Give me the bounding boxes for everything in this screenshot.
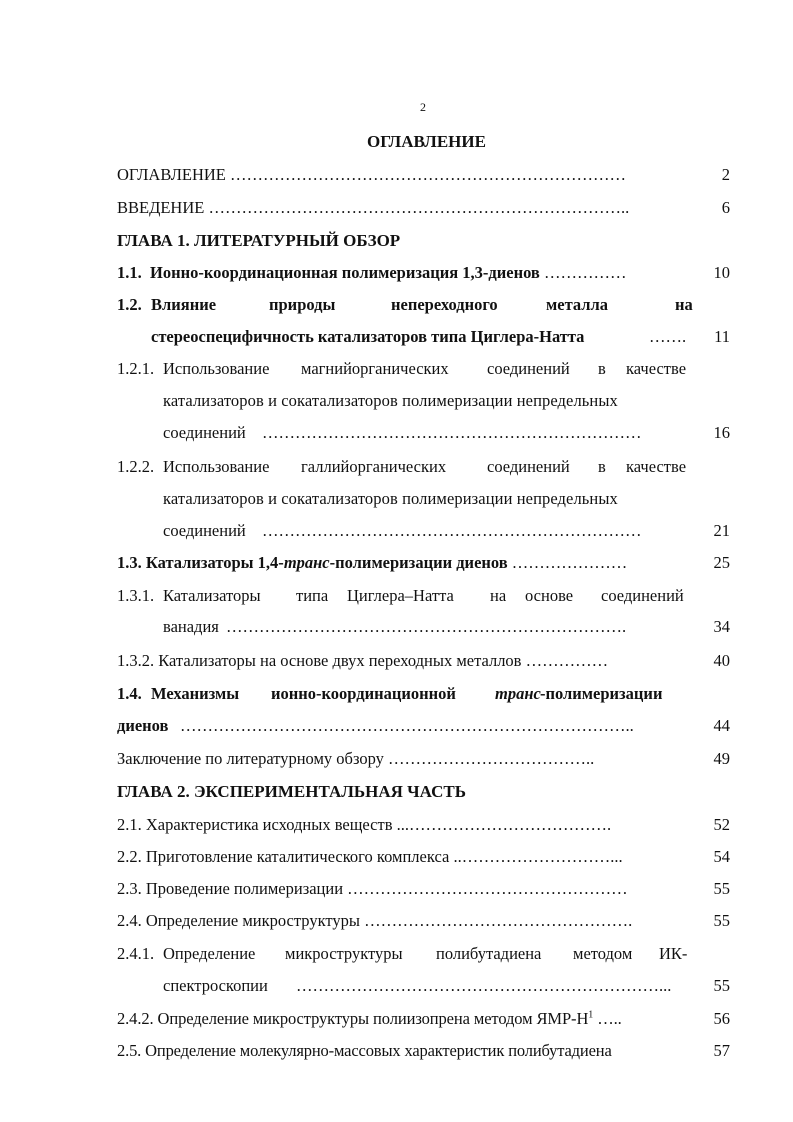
toc-entry-label: 1.3.2. Катализаторы на основе двух переходных металлов — [117, 651, 522, 670]
toc-word: магнийорганических — [301, 359, 449, 378]
toc-word: типа — [296, 586, 329, 605]
toc-word: металла — [546, 295, 609, 314]
toc-word: ионно-координационной — [271, 684, 456, 703]
page-number: 2 — [420, 100, 426, 114]
toc-word: Определение — [163, 944, 256, 963]
toc-word: галлийорганических — [301, 457, 447, 476]
chapter-1-heading[interactable]: ГЛАВА 1. ЛИТЕРАТУРНЫЙ ОБЗОР — [117, 231, 401, 250]
toc-entry-label: ОГЛАВЛЕНИЕ — [117, 165, 226, 184]
toc-entry-2-5[interactable] — [117, 1041, 697, 1061]
toc-leader-dots: ………………… — [511, 553, 628, 572]
toc-leader-dots: ...………………………………. — [396, 815, 612, 834]
toc-word: микроструктуры — [285, 944, 403, 963]
toc-entry-number: 1.2.1. — [117, 359, 155, 378]
toc-entry-number: 1.2. — [117, 295, 142, 314]
toc-word: соединений — [487, 457, 570, 476]
superscript: 1 — [588, 1009, 594, 1021]
toc-leader-dots: …………………………………………………………… — [262, 521, 642, 540]
toc-entry-label: 2.2. Приготовление каталитического комплекса — [117, 847, 450, 866]
toc-leader-dots: …………………………………………………………... — [296, 976, 672, 995]
toc-page-number: 55 — [713, 911, 730, 930]
toc-leader-dots: …………………………………………… — [347, 879, 628, 898]
toc-leader-dots: ……………………………………………………………………….. — [180, 716, 634, 735]
toc-entry-number: 1.3.1. — [117, 586, 155, 605]
toc-entry-2-4[interactable] — [117, 911, 697, 931]
toc-entry-label: 2.4.2. Определение микроструктуры полиизопрена методом ЯМР-Н — [117, 1009, 589, 1028]
toc-entry-label: 2.1. Характеристика исходных веществ — [117, 815, 393, 834]
toc-entry-vvedenie[interactable] — [117, 198, 697, 218]
toc-entry-number: 1.4. — [117, 684, 142, 703]
toc-entry-1-1[interactable] — [117, 263, 697, 283]
toc-entry-label: 2.5. Определение молекулярно-массовых характеристик полибутадиена — [117, 1041, 612, 1060]
toc-word: Использование — [163, 457, 270, 476]
toc-entry-label: ванадия — [163, 617, 219, 636]
toc-entry-2-3[interactable] — [117, 879, 697, 899]
toc-page-number: 49 — [713, 749, 730, 768]
toc-word: -полимеризации — [540, 684, 663, 703]
toc-word: непереходного — [391, 295, 498, 314]
toc-entry-number: 2.4.1. — [117, 944, 155, 963]
toc-page-number: 44 — [713, 716, 730, 735]
toc-page-number: 56 — [713, 1009, 730, 1028]
toc-entry-1-3[interactable] — [117, 553, 697, 573]
toc-entry-label: 1.3. Катализаторы 1,4- — [117, 553, 284, 572]
toc-page-number: 34 — [713, 617, 730, 636]
toc-page-number: 40 — [713, 651, 730, 670]
toc-entry-label: спектроскопии — [163, 976, 268, 995]
toc-word: Влияние — [151, 295, 217, 314]
toc-word: соединений — [601, 586, 684, 605]
toc-word: транс — [495, 684, 541, 703]
toc-word: качестве — [626, 359, 687, 378]
toc-leader-dots: …………… — [543, 263, 627, 282]
toc-title: ОГЛАВЛЕНИЕ — [367, 132, 486, 151]
toc-entry-label: соединений — [163, 423, 246, 442]
toc-entry-label: Заключение по литературному обзору — [117, 749, 384, 768]
toc-page-number: 21 — [713, 521, 730, 540]
toc-leader-dots: ………………………………………………………………. — [226, 617, 627, 636]
toc-word: качестве — [626, 457, 687, 476]
toc-entry-label: стереоспецифичность катализаторов типа Циглера-Натта — [151, 327, 585, 346]
toc-page-number: 2 — [721, 165, 730, 184]
toc-leader-dots: ….. — [593, 1009, 622, 1028]
toc-page-number: 6 — [721, 198, 730, 217]
toc-entry-label: диенов — [117, 716, 169, 735]
toc-page-number: 54 — [713, 847, 730, 866]
toc-entry-1-3-2[interactable] — [117, 651, 697, 671]
toc-leader-dots: ……. — [649, 327, 687, 346]
toc-entry-number: 1.1. — [117, 263, 142, 282]
toc-page-number: 52 — [713, 815, 730, 834]
toc-page-number: 55 — [713, 879, 730, 898]
toc-page-number: 57 — [713, 1041, 730, 1060]
toc-word: на — [490, 586, 507, 605]
toc-word: методом — [573, 944, 633, 963]
toc-entry-2-2[interactable] — [117, 847, 697, 867]
toc-word: основе — [525, 586, 574, 605]
toc-leader-dots: ………………………………………………………………….. — [208, 198, 630, 217]
toc-entry-label-italic: транс — [283, 553, 330, 572]
chapter-2-heading[interactable]: ГЛАВА 2. ЭКСПЕРИМЕНТАЛЬНАЯ ЧАСТЬ — [117, 782, 466, 801]
toc-entry-oglavlenie[interactable] — [117, 165, 697, 185]
toc-word: полибутадиена — [436, 944, 542, 963]
toc-word: Циглера–Натта — [347, 586, 454, 605]
toc-page-number: 11 — [714, 327, 730, 346]
toc-entry-label: соединений — [163, 521, 246, 540]
toc-leader-dots: …………………………………………. — [364, 911, 633, 930]
toc-entry-label: катализаторов и сокатализаторов полимеризации непредельных — [163, 391, 618, 410]
toc-entry-label: ВВЕДЕНИЕ — [117, 198, 205, 217]
toc-entry-number: 1.2.2. — [117, 457, 155, 476]
toc-entry-label: 2.3. Проведение полимеризации — [117, 879, 344, 898]
toc-word: ИК- — [659, 944, 688, 963]
toc-entry-label: Ионно-координационная полимеризация 1,3-диенов — [150, 263, 540, 282]
toc-word: в — [598, 457, 606, 476]
toc-word: соединений — [487, 359, 570, 378]
toc-word: природы — [269, 295, 336, 314]
toc-page-number: 16 — [713, 423, 730, 442]
toc-page-number: 55 — [713, 976, 730, 995]
toc-word: Использование — [163, 359, 270, 378]
toc-word: Механизмы — [151, 684, 240, 703]
toc-entry-2-4-2[interactable] — [117, 1009, 697, 1029]
toc-word: Катализаторы — [163, 586, 261, 605]
toc-leader-dots: …………………………………………………………… — [262, 423, 642, 442]
toc-leader-dots: ……………………………….. — [388, 749, 595, 768]
toc-word: на — [675, 295, 693, 314]
toc-entry-label: катализаторов и сокатализаторов полимеризации непредельных — [163, 489, 618, 508]
toc-leader-dots: ..………………………... — [453, 847, 623, 866]
toc-leader-dots: ……………………………………………………………… — [230, 165, 627, 184]
toc-page-number: 25 — [713, 553, 730, 572]
toc-entry-zaklyuchenie[interactable] — [117, 749, 697, 769]
toc-entry-label: 2.4. Определение микроструктуры — [117, 911, 360, 930]
toc-leader-dots: …………… — [525, 651, 609, 670]
toc-entry-2-1[interactable] — [117, 815, 697, 835]
toc-page-number: 10 — [713, 263, 730, 282]
toc-word: в — [598, 359, 606, 378]
toc-entry-label: -полимеризации диенов — [329, 553, 508, 572]
